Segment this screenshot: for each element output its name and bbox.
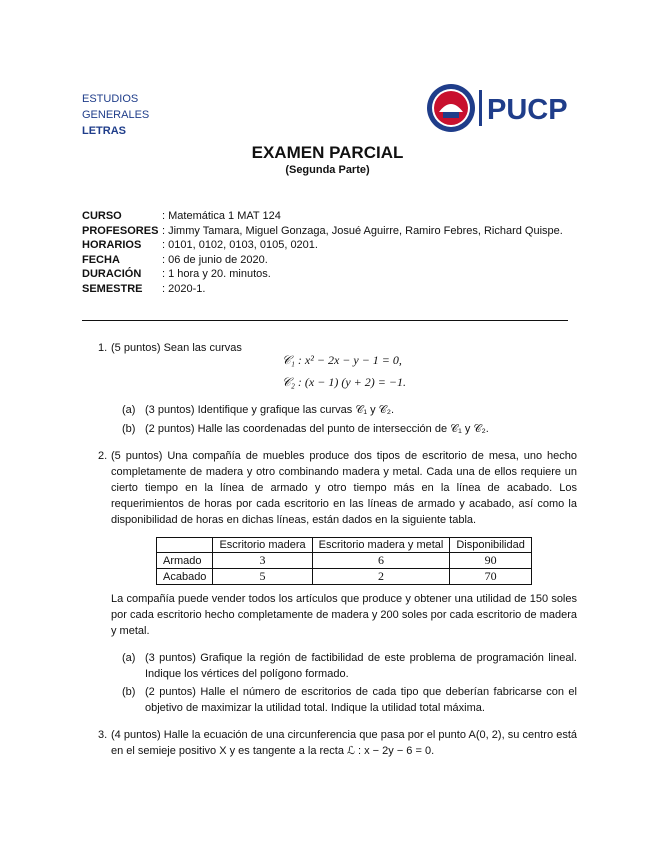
info-value: : Matemática 1 MAT 124	[162, 210, 281, 222]
info-row	[82, 210, 563, 225]
table-cell: Armado	[157, 553, 213, 569]
table-cell: 70	[450, 569, 532, 585]
question-2-number: 2.	[98, 450, 108, 462]
pucp-logo	[425, 82, 577, 137]
info-key: PROFESORES	[82, 224, 159, 237]
info-row	[82, 283, 563, 298]
question-1b-label: (b)	[122, 423, 136, 435]
department-block	[82, 91, 149, 139]
question-2-text-2: La compañía puede vender todos los artículos que produce y obtener una utilidad de 150 soles por cada escritorio hecho completamente de madera y 200 soles por cada escritorio de madera y metal.	[111, 593, 577, 637]
table-header: Escritorio madera y metal	[312, 538, 450, 553]
pucp-seal-icon	[425, 82, 577, 134]
table-cell: Acabado	[157, 569, 213, 585]
question-3-number: 3.	[98, 729, 108, 741]
info-key: HORARIOS	[82, 239, 142, 251]
exam-subtitle: (Segunda Parte)	[285, 164, 370, 176]
info-row	[82, 225, 563, 240]
table-header: Disponibilidad	[450, 538, 532, 553]
question-1a-text: (3 puntos) Identifique y grafique las curvas 𝒞₁ y 𝒞₂.	[145, 404, 395, 416]
info-value: : 1 hora y 20. minutos.	[162, 268, 271, 280]
requirements-table	[156, 537, 532, 585]
info-row	[82, 239, 563, 254]
equation-c1: 𝒞₁ : x² − 2x − y − 1 = 0,	[282, 353, 402, 367]
logo-text: PUCP	[487, 94, 568, 126]
question-2b-label: (b)	[122, 686, 136, 698]
question-2-text: (5 puntos) Una compañía de muebles produce dos tipos de escritorio de mesa, uno hecho completamente de madera y otro combinando madera y metal. Cada una de ellos requiere un cierto tiempo en la línea de armado y otro tiempo más en la línea de acabado. Los requerimientos de horas por cada escritorio en las líneas de armado y acabado, así como la disponibilidad de horas en dichas líneas, están dados en la siguiente tabla.	[111, 450, 577, 526]
department-line-3: LETRAS	[82, 125, 126, 137]
table-cell: 3	[213, 553, 312, 569]
info-key: SEMESTRE	[82, 282, 143, 295]
department-line-2: GENERALES	[82, 109, 150, 121]
info-key: DURACIÓN	[82, 268, 142, 280]
info-value: : 0101, 0102, 0103, 0105, 0201.	[162, 239, 318, 251]
table-row	[157, 569, 532, 585]
table-row	[157, 553, 532, 569]
question-1b-text: (2 puntos) Halle las coordenadas del punto de intersección de 𝒞₁ y 𝒞₂.	[145, 423, 489, 435]
question-2b-text: (2 puntos) Halle el número de escritorios de cada tipo que deberían fabricarse con el objetivo de maximizar la utilidad total. Indique la utilidad total máxima.	[145, 686, 577, 714]
info-key: CURSO	[82, 210, 122, 222]
info-row	[82, 254, 563, 269]
table-header: Escritorio madera	[213, 538, 312, 553]
info-value: : Jimmy Tamara, Miguel Gonzaga, Josué Aguirre, Ramiro Febres, Richard Quispe.	[162, 224, 563, 237]
question-2a-label: (a)	[122, 652, 136, 664]
question-2a-text: (3 puntos) Grafique la región de factibilidad de este problema de programación lineal. Indique los vértices del polígono formado.	[145, 652, 577, 680]
info-value: : 06 de junio de 2020.	[162, 253, 268, 266]
divider	[82, 320, 568, 321]
department-line-1: ESTUDIOS	[82, 93, 139, 105]
table-cell: 5	[213, 569, 312, 585]
table-header-row	[157, 538, 532, 553]
info-key: FECHA	[82, 253, 120, 266]
question-1-text: (5 puntos) Sean las curvas	[111, 342, 242, 354]
table-cell: 6	[312, 553, 450, 569]
table-cell: 90	[450, 553, 532, 569]
question-1-number: 1.	[98, 342, 108, 354]
equation-c2: 𝒞₂ : (x − 1) (y + 2) = −1.	[282, 375, 406, 389]
question-3-text: (4 puntos) Halle la ecuación de una circunferencia que pasa por el punto A(0, 2), su centro está en el semieje positivo X y es tangente a la recta ℒ : x − 2y − 6 = 0.	[111, 729, 577, 757]
info-row	[82, 268, 563, 283]
question-1a-label: (a)	[122, 404, 136, 416]
table-cell: 2	[312, 569, 450, 585]
exam-info-table	[82, 210, 563, 297]
info-value: : 2020-1.	[162, 282, 206, 295]
table-header	[157, 538, 213, 553]
exam-title: EXAMEN PARCIAL	[251, 143, 404, 162]
